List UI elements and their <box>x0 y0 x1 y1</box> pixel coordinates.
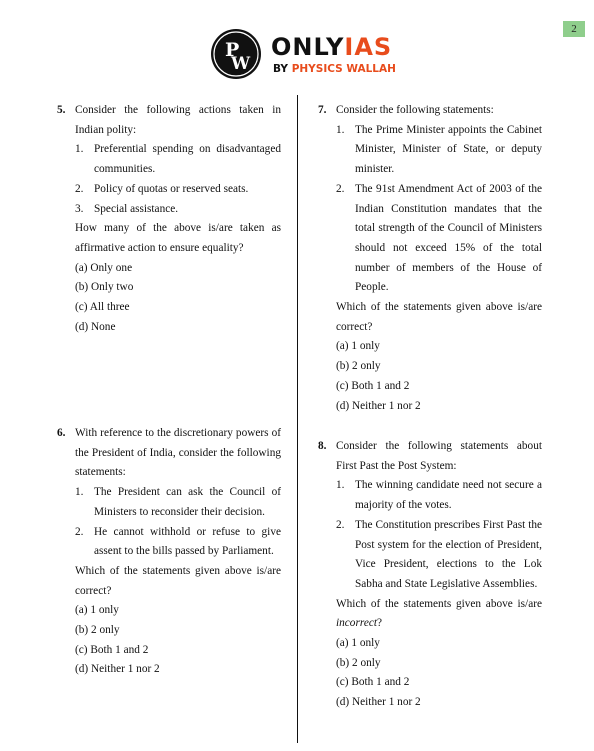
question-stem: Consider the following statements about First Past the Post System: <box>336 440 542 472</box>
statement-list <box>336 476 542 594</box>
option-d: (d) Neither 1 nor 2 <box>75 663 160 676</box>
option-c: (c) Both 1 and 2 <box>336 676 410 689</box>
option-b: (b) 2 only <box>336 656 381 669</box>
question-5 <box>57 101 281 337</box>
question-number: 7. <box>318 104 327 116</box>
question-prompt: Which of the statements given above is/are correct? <box>75 564 281 597</box>
page-number: 2 <box>563 21 585 37</box>
statement-list <box>75 483 281 562</box>
statement-item: 1. Preferential spending on disadvantaged communities. <box>75 143 281 176</box>
statement-item: 1. The winning candidate need not secure a majority of the votes. <box>336 479 542 512</box>
question-number: 8. <box>318 440 327 452</box>
statement-item: 2. Policy of quotas or reserved seats. <box>75 182 249 195</box>
question-stem: Consider the following statements: <box>336 104 494 116</box>
option-c: (c) Both 1 and 2 <box>75 643 149 656</box>
question-6 <box>57 424 281 680</box>
statement-item: 1. The President can ask the Council of Ministers to reconsider their decision. <box>75 486 281 518</box>
brand-byline: BY PHYSICS WALLAH <box>273 63 396 75</box>
statement-item: 2. The Constitution prescribes First Past the Post system for the election of President, Vice President, elections to the Lok Sabha and State Legislative Assemblies. <box>336 518 542 590</box>
question-number: 6. <box>57 427 66 439</box>
option-a: (a) 1 only <box>75 604 119 617</box>
pw-logo-icon <box>211 29 261 79</box>
question-stem: Consider the following actions taken in Indian polity: <box>75 104 281 136</box>
question-8 <box>318 437 542 713</box>
question-stem: With reference to the discretionary powers of the President of India, consider the following statements: <box>75 427 281 479</box>
question-prompt: Which of the statements given above is/are correct? <box>336 301 542 333</box>
svg-text:P: P <box>225 39 240 61</box>
option-d: (d) None <box>75 320 116 333</box>
statement-item: 1. The Prime Minister appoints the Cabinet Minister, Minister of State, or deputy minister. <box>336 123 542 176</box>
question-number: 5. <box>57 104 66 116</box>
statement-item: 3. Special assistance. <box>75 202 179 215</box>
option-c: (c) All three <box>75 301 130 314</box>
column-divider <box>297 95 298 743</box>
question-7 <box>318 101 542 416</box>
option-d: (d) Neither 1 nor 2 <box>336 696 421 709</box>
svg-text:W: W <box>231 54 251 74</box>
brand-name: ONLYIAS <box>271 33 393 61</box>
option-a: (a) 1 only <box>336 637 380 650</box>
option-a: (a) 1 only <box>336 340 380 353</box>
question-prompt: How many of the above is/are taken as affirmative action to ensure equality? <box>75 222 281 254</box>
statement-list <box>75 140 281 219</box>
question-prompt: Which of the statements given above is/are incorrect? <box>336 597 542 630</box>
statement-item: 2. The 91st Amendment Act of 2003 of the Indian Constitution mandates that the total strength of the Council of Ministers should not exceed 15% of the total number of members of the House of People. <box>336 182 542 294</box>
option-d: (d) Neither 1 nor 2 <box>336 399 421 412</box>
option-b: (b) Only two <box>75 281 134 294</box>
option-c: (c) Both 1 and 2 <box>336 379 410 392</box>
statement-list <box>336 121 542 298</box>
option-a: (a) Only one <box>75 261 133 274</box>
option-b: (b) 2 only <box>75 624 120 637</box>
statement-item: 2. He cannot withhold or refuse to give assent to the bills passed by Parliament. <box>75 525 281 558</box>
option-b: (b) 2 only <box>336 360 381 373</box>
